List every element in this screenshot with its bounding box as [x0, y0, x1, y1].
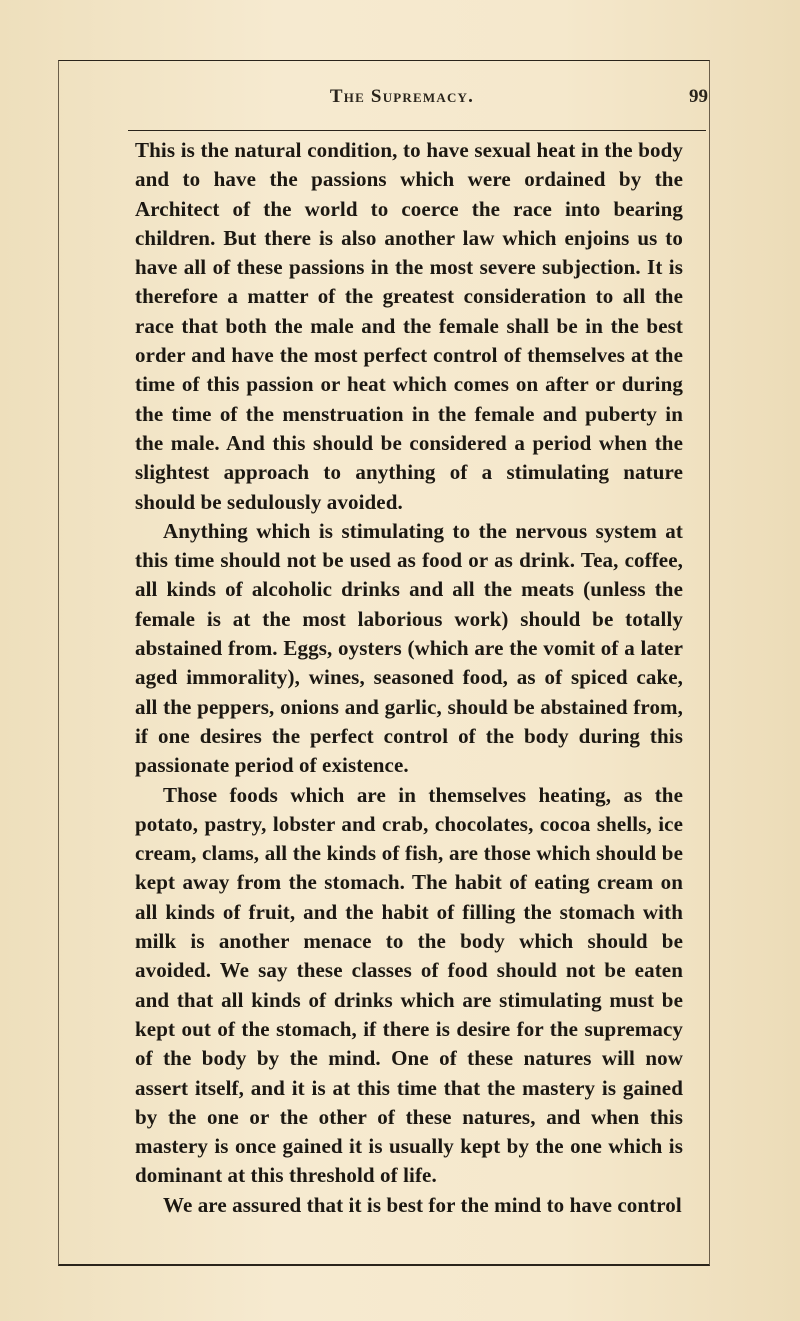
text-body	[135, 136, 683, 1220]
page-number: 99	[689, 86, 708, 107]
paragraph-2: Anything which is stimulating to the nervous system at this time should not be used as food or as drink. Tea, coffee, all kinds of alcoholic drinks and all the meats (unless the female is at the most laborious work) should be totally abstained from. Eggs, oysters (which are the vomit of a later aged immorality), wines, seasoned food, as of spiced cake, all the peppers, onions and garlic, should be abstained from, if one desires the perfect control of the body during this passionate period of existence.	[135, 518, 683, 778]
paragraph-3: Those foods which are in themselves heating, as the potato, pastry, lobster and crab, chocolates, cocoa shells, ice cream, clams, all the kinds of fish, are those which should be kept away from the stomach. The habit of eating cream on all kinds of fruit, and the habit of filling the stomach with milk is another menace to the body which should be avoided. We say these classes of food should not be eaten and that all kinds of drinks which are stimulating must be kept out of the stomach, if there is desire for the supremacy of the body by the mind. One of these natures will now assert itself, and it is at this time that the mastery is gained by the one or the other of these natures, and when this mastery is once gained it is usually kept by the one which is dominant at this threshold of life.	[135, 782, 683, 1188]
paragraph-4: We are assured that it is best for the mind to have control	[163, 1192, 682, 1217]
running-title: The Supremacy.	[329, 86, 475, 107]
paragraph-1: This is the natural condition, to have sexual heat in the body and to have the passions which were ordained by the Architect of the world to coerce the race into bearing children. But there is also another law which enjoins us to have all of these passions in the most severe subjection. It is therefore a matter of the greatest consideration to all the race that both the male and the female shall be in the best order and have the most perfect control of themselves at the time of this passion or heat which comes on after or during the time of the menstruation in the female and puberty in the male. And this should be considered a period when the slightest approach to anything of a stimulating nature should be sedulously avoided.	[135, 138, 683, 514]
header-rule	[128, 130, 706, 131]
running-head	[128, 86, 708, 116]
